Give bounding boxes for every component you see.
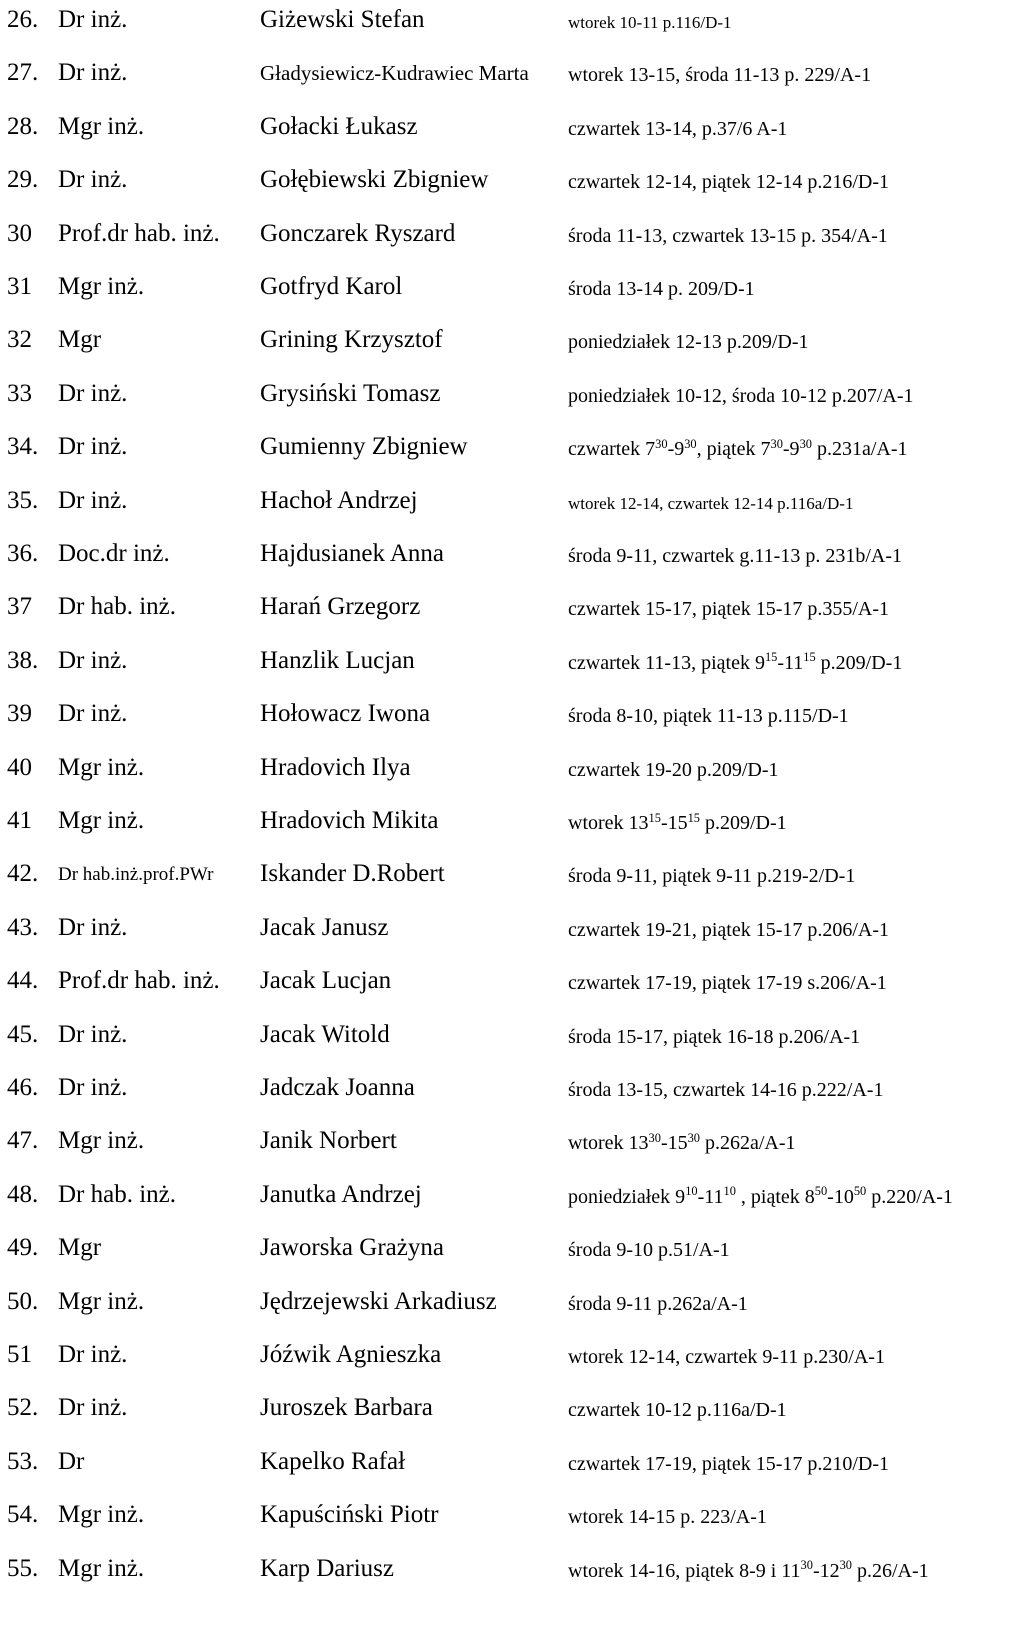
person-name: Giżewski Stefan bbox=[260, 6, 425, 33]
academic-title: Doc.dr inż. bbox=[58, 540, 170, 567]
consultation-hours: czwartek 19-21, piątek 15-17 p.206/A-1 bbox=[568, 918, 890, 941]
list-item bbox=[0, 427, 1024, 467]
person-name: Iskander D.Robert bbox=[260, 860, 445, 888]
consultation-hours: czwartek 17-19, piątek 17-19 s.206/A-1 bbox=[568, 972, 887, 995]
row-number: 51 bbox=[7, 1341, 32, 1368]
row-number: 55. bbox=[7, 1554, 39, 1582]
row-number: 50. bbox=[7, 1287, 39, 1315]
person-name: Jacak Lucjan bbox=[260, 967, 392, 995]
academic-title: Dr inż. bbox=[58, 166, 128, 194]
academic-title: Dr inż. bbox=[58, 1074, 128, 1101]
list-item bbox=[0, 1015, 1024, 1055]
academic-title: Dr inż. bbox=[58, 6, 128, 33]
academic-title: Dr hab. inż. bbox=[58, 593, 177, 621]
consultation-hours: czwartek 11-13, piątek $9^{15}-11^{15}$ p.209/D-1 bbox=[568, 650, 903, 674]
academic-title: Dr inż. bbox=[58, 646, 128, 674]
consultation-hours: czwartek 10-12 p.116a/D-1 bbox=[568, 1399, 787, 1422]
academic-title: Mgr inż. bbox=[58, 112, 145, 140]
consultation-hours: środa 9-11 p.262a/A-1 bbox=[568, 1292, 748, 1315]
person-name: Hanzlik Lucjan bbox=[260, 646, 415, 674]
row-number: 30 bbox=[7, 219, 32, 247]
consultation-hours: czwartek $7^{30}-9^{30}$, piątek $7^{30}-9^{30}$ p.231a/A-1 bbox=[568, 436, 908, 461]
row-number: 49. bbox=[7, 1234, 39, 1262]
row-number: 52. bbox=[7, 1394, 39, 1422]
list-item bbox=[0, 1549, 1024, 1589]
academic-title: Mgr bbox=[58, 326, 102, 354]
academic-title: Mgr inż. bbox=[58, 807, 145, 834]
person-name: Gumienny Zbigniew bbox=[260, 433, 468, 461]
row-number: 47. bbox=[7, 1127, 39, 1155]
list-item bbox=[0, 1175, 1024, 1215]
person-name: Jędrzejewski Arkadiusz bbox=[260, 1287, 497, 1315]
row-number: 43. bbox=[7, 913, 39, 941]
person-name: Kapuściński Piotr bbox=[260, 1501, 439, 1529]
row-number: 32 bbox=[7, 326, 32, 354]
consultation-hours: wtorek 14-15 p. 223/A-1 bbox=[568, 1506, 767, 1529]
consultation-hours: środa 15-17, piątek 16-18 p.206/A-1 bbox=[568, 1025, 861, 1048]
list-item bbox=[0, 908, 1024, 948]
consultation-hours: środa 8-10, piątek 11-13 p.115/D-1 bbox=[568, 705, 849, 728]
consultation-hours: wtorek 12-14, czwartek 9-11 p.230/A-1 bbox=[568, 1346, 885, 1368]
list-item bbox=[0, 587, 1024, 627]
list-item bbox=[0, 481, 1024, 521]
row-number: 40 bbox=[7, 753, 32, 781]
list-item bbox=[0, 53, 1024, 93]
person-name: Karp Dariusz bbox=[260, 1554, 394, 1582]
list-item bbox=[0, 1282, 1024, 1322]
list-item bbox=[0, 214, 1024, 254]
row-number: 29. bbox=[7, 166, 39, 194]
person-name: Gonczarek Ryszard bbox=[260, 219, 456, 247]
person-name: Gołacki Łukasz bbox=[260, 112, 418, 140]
person-name: Kapelko Rafał bbox=[260, 1447, 406, 1475]
consultation-hours: środa 9-11, piątek 9-11 p.219-2/D-1 bbox=[568, 865, 856, 888]
academic-title: Mgr inż. bbox=[58, 1287, 145, 1315]
row-number: 46. bbox=[7, 1074, 39, 1101]
academic-title: Mgr inż. bbox=[58, 1554, 145, 1582]
row-number: 42. bbox=[7, 860, 39, 888]
person-name: Janik Norbert bbox=[260, 1127, 397, 1155]
row-number: 26. bbox=[7, 6, 39, 33]
person-name: Hachoł Andrzej bbox=[260, 486, 418, 514]
consultation-hours: poniedziałek 12-13 p.209/D-1 bbox=[568, 331, 809, 354]
row-number: 44. bbox=[7, 967, 39, 995]
academic-title: Dr bbox=[58, 1447, 85, 1475]
row-number: 34. bbox=[7, 433, 39, 461]
consultation-hours: środa 9-11, czwartek g.11-13 p. 231b/A-1 bbox=[568, 545, 902, 567]
academic-title: Mgr inż. bbox=[58, 1127, 145, 1155]
list-item bbox=[0, 961, 1024, 1001]
list-item bbox=[0, 1228, 1024, 1268]
academic-title: Prof.dr hab. inż. bbox=[58, 219, 220, 247]
consultation-hours: czwartek 15-17, piątek 15-17 p.355/A-1 bbox=[568, 598, 890, 621]
row-number: 53. bbox=[7, 1447, 39, 1475]
academic-title: Dr inż. bbox=[58, 700, 128, 728]
consultation-hours: poniedziałek 10-12, środa 10-12 p.207/A-1 bbox=[568, 384, 914, 407]
list-item bbox=[0, 748, 1024, 788]
row-number: 41 bbox=[7, 807, 32, 834]
consultation-hours: wtorek 14-16, piątek 8-9 i $11^{30}-12^{30}$ p.26/A-1 bbox=[568, 1558, 929, 1582]
row-number: 54. bbox=[7, 1501, 39, 1529]
list-item bbox=[0, 160, 1024, 200]
list-item bbox=[0, 1388, 1024, 1428]
row-number: 28. bbox=[7, 112, 39, 140]
row-number: 48. bbox=[7, 1180, 39, 1208]
academic-title: Prof.dr hab. inż. bbox=[58, 967, 220, 995]
row-number: 33 bbox=[7, 379, 32, 407]
list-item bbox=[0, 694, 1024, 734]
list-item bbox=[0, 1121, 1024, 1161]
academic-title: Dr inż. bbox=[58, 486, 128, 514]
person-name: Jacak Witold bbox=[260, 1020, 390, 1048]
consultation-hours: wtorek 10-11 p.116/D-1 bbox=[568, 13, 732, 32]
person-name: Gładysiewicz-Kudrawiec Marta bbox=[260, 61, 529, 86]
consultation-hours: poniedziałek $9^{10}-11^{10}$ , piątek $8^{50}-10^{50}$ p.220/A-1 bbox=[568, 1184, 953, 1208]
consultation-hours: czwartek 19-20 p.209/D-1 bbox=[568, 758, 779, 781]
consultation-hours: wtorek $13^{30}-15^{30}$ p.262a/A-1 bbox=[568, 1130, 796, 1155]
list-item bbox=[0, 854, 1024, 894]
person-name: Jacak Janusz bbox=[260, 913, 389, 941]
person-name: Hradovich Mikita bbox=[260, 807, 439, 834]
row-number: 37 bbox=[7, 593, 32, 621]
consultation-hours: wtorek $13^{15}-15^{15}$ p.209/D-1 bbox=[568, 810, 787, 834]
row-number: 45. bbox=[7, 1020, 39, 1048]
academic-title: Dr hab.inż.prof.PWr bbox=[58, 864, 214, 886]
list-item bbox=[0, 641, 1024, 681]
person-name: Janutka Andrzej bbox=[260, 1180, 422, 1208]
person-name: Grysiński Tomasz bbox=[260, 379, 441, 407]
academic-title: Dr inż. bbox=[58, 1394, 128, 1422]
list-item bbox=[0, 0, 1024, 40]
academic-title: Dr inż. bbox=[58, 1341, 128, 1368]
academic-title: Dr inż. bbox=[58, 379, 128, 407]
list-item bbox=[0, 320, 1024, 360]
consultation-hours: czwartek 13-14, p.37/6 A-1 bbox=[568, 117, 788, 140]
consultation-hours: środa 13-14 p. 209/D-1 bbox=[568, 278, 755, 300]
person-name: Hołowacz Iwona bbox=[260, 700, 431, 728]
consultation-hours: wtorek 12-14, czwartek 12-14 p.116a/D-1 bbox=[568, 493, 854, 513]
person-name: Harań Grzegorz bbox=[260, 593, 421, 621]
row-number: 36. bbox=[7, 540, 39, 567]
row-number: 35. bbox=[7, 486, 39, 514]
list-item bbox=[0, 1495, 1024, 1535]
list-item bbox=[0, 801, 1024, 841]
consultation-hours: wtorek 13-15, środa 11-13 p. 229/A-1 bbox=[568, 64, 872, 87]
academic-title: Dr hab. inż. bbox=[58, 1180, 177, 1208]
row-number: 39 bbox=[7, 700, 32, 728]
academic-title: Mgr bbox=[58, 1234, 102, 1262]
row-number: 27. bbox=[7, 59, 39, 87]
academic-title: Dr inż. bbox=[58, 59, 128, 87]
person-name: Hradovich Ilya bbox=[260, 753, 411, 781]
list-item bbox=[0, 1335, 1024, 1375]
row-number: 31 bbox=[7, 273, 32, 300]
consultation-hours: środa 9-10 p.51/A-1 bbox=[568, 1239, 730, 1262]
person-name: Jaworska Grażyna bbox=[260, 1234, 444, 1262]
person-name: Juroszek Barbara bbox=[260, 1394, 433, 1422]
person-name: Gołębiewski Zbigniew bbox=[260, 166, 489, 194]
academic-title: Mgr inż. bbox=[58, 753, 145, 781]
academic-title: Dr inż. bbox=[58, 1020, 128, 1048]
list-item bbox=[0, 267, 1024, 307]
consultation-hours: środa 11-13, czwartek 13-15 p. 354/A-1 bbox=[568, 224, 888, 247]
list-item bbox=[0, 534, 1024, 574]
list-item bbox=[0, 1442, 1024, 1482]
consultation-hours: czwartek 17-19, piątek 15-17 p.210/D-1 bbox=[568, 1452, 890, 1475]
academic-title: Dr inż. bbox=[58, 433, 128, 461]
academic-title: Dr inż. bbox=[58, 913, 128, 941]
academic-title: Mgr inż. bbox=[58, 1501, 145, 1529]
consultation-hours: środa 13-15, czwartek 14-16 p.222/A-1 bbox=[568, 1079, 884, 1101]
list-item bbox=[0, 107, 1024, 147]
person-name: Jadczak Joanna bbox=[260, 1074, 415, 1101]
person-name: Jóźwik Agnieszka bbox=[260, 1341, 442, 1368]
person-name: Grining Krzysztof bbox=[260, 326, 443, 354]
list-item bbox=[0, 1068, 1024, 1108]
consultation-hours: czwartek 12-14, piątek 12-14 p.216/D-1 bbox=[568, 171, 890, 194]
academic-title: Mgr inż. bbox=[58, 273, 145, 300]
list-item bbox=[0, 374, 1024, 414]
person-name: Hajdusianek Anna bbox=[260, 540, 444, 567]
row-number: 38. bbox=[7, 646, 39, 674]
person-name: Gotfryd Karol bbox=[260, 273, 403, 300]
